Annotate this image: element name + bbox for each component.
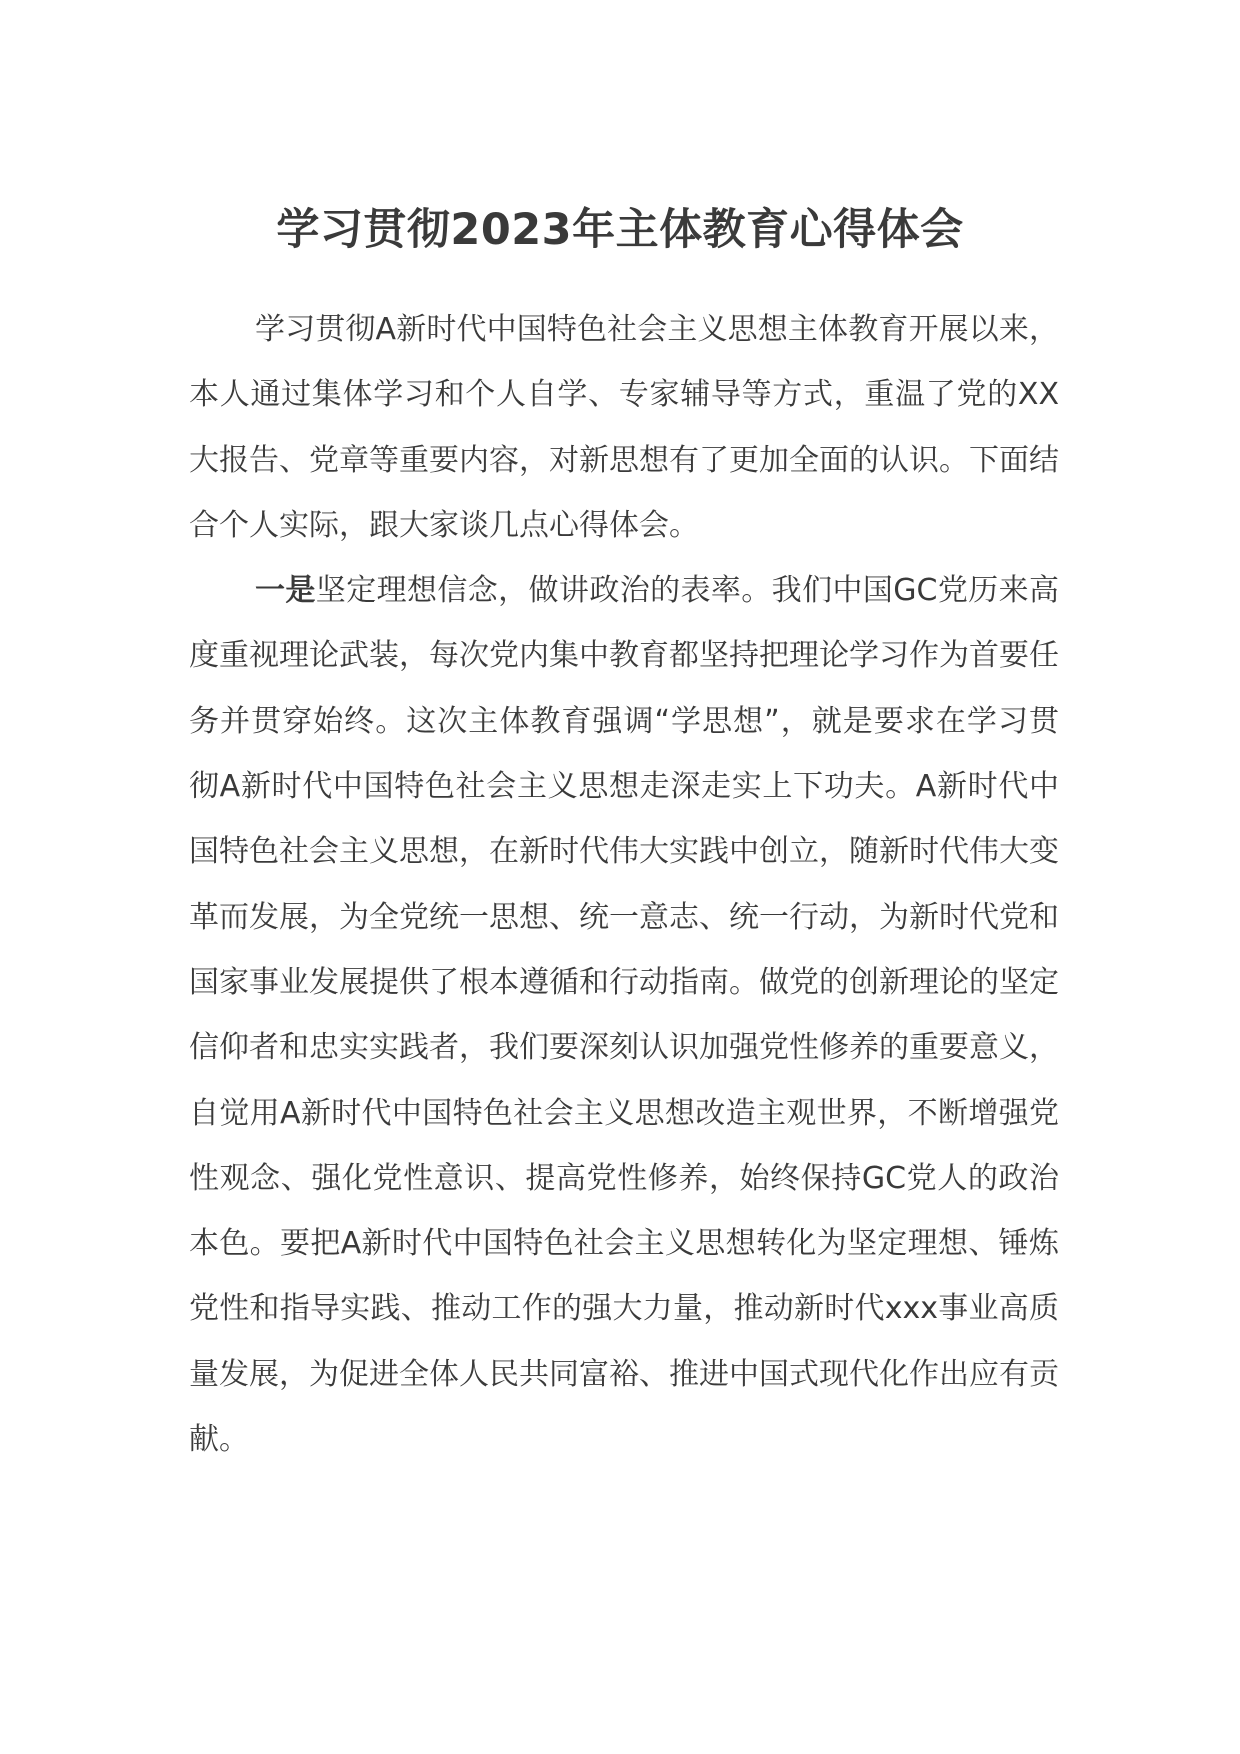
paragraph-intro <box>189 297 1059 558</box>
paragraph-point-one-lead: 一是 <box>255 573 316 609</box>
document-body <box>189 297 1059 1472</box>
paragraph-point-one <box>189 558 1059 1472</box>
paragraph-intro-text: 学习贯彻A新时代中国特色社会主义思想主体教育开展以来，本人通过集体学习和个人自学、专家辅导等方式，重温了党的XX大报告、党章等重要内容，对新思想有了更加全面的认识。下面结合个人实际，跟大家谈几点心得体会。 <box>189 312 1059 543</box>
paragraph-point-one-text: 坚定理想信念，做讲政治的表率。我们中国GC党历来高度重视理论武装，每次党内集中教育都坚持把理论学习作为首要任务并贯穿始终。这次主体教育强调“学思想”，就是要求在学习贯彻A新时代中国特色社会主义思想走深走实上下功夫。A新时代中国特色社会主义思想，在新时代伟大实践中创立，随新时代伟大变革而发展，为全党统一思想、统一意志、统一行动，为新时代党和国家事业发展提供了根本遵循和行动指南。做党的创新理论的坚定信仰者和忠实实践者，我们要深刻认识加强党性修养的重要意义，自觉用A新时代中国特色社会主义思想改造主观世界，不断增强党性观念、强化党性意识、提高党性修养，始终保持GC党人的政治本色。要把A新时代中国特色社会主义思想转化为坚定理想、锤炼党性和指导实践、推动工作的强大力量，推动新时代xxx事业高质量发展，为促进全体人民共同富裕、推进中国式现代化作出应有贡献。 <box>189 573 1060 1458</box>
document-title: 学习贯彻2023年主体教育心得体会 <box>276 205 964 255</box>
